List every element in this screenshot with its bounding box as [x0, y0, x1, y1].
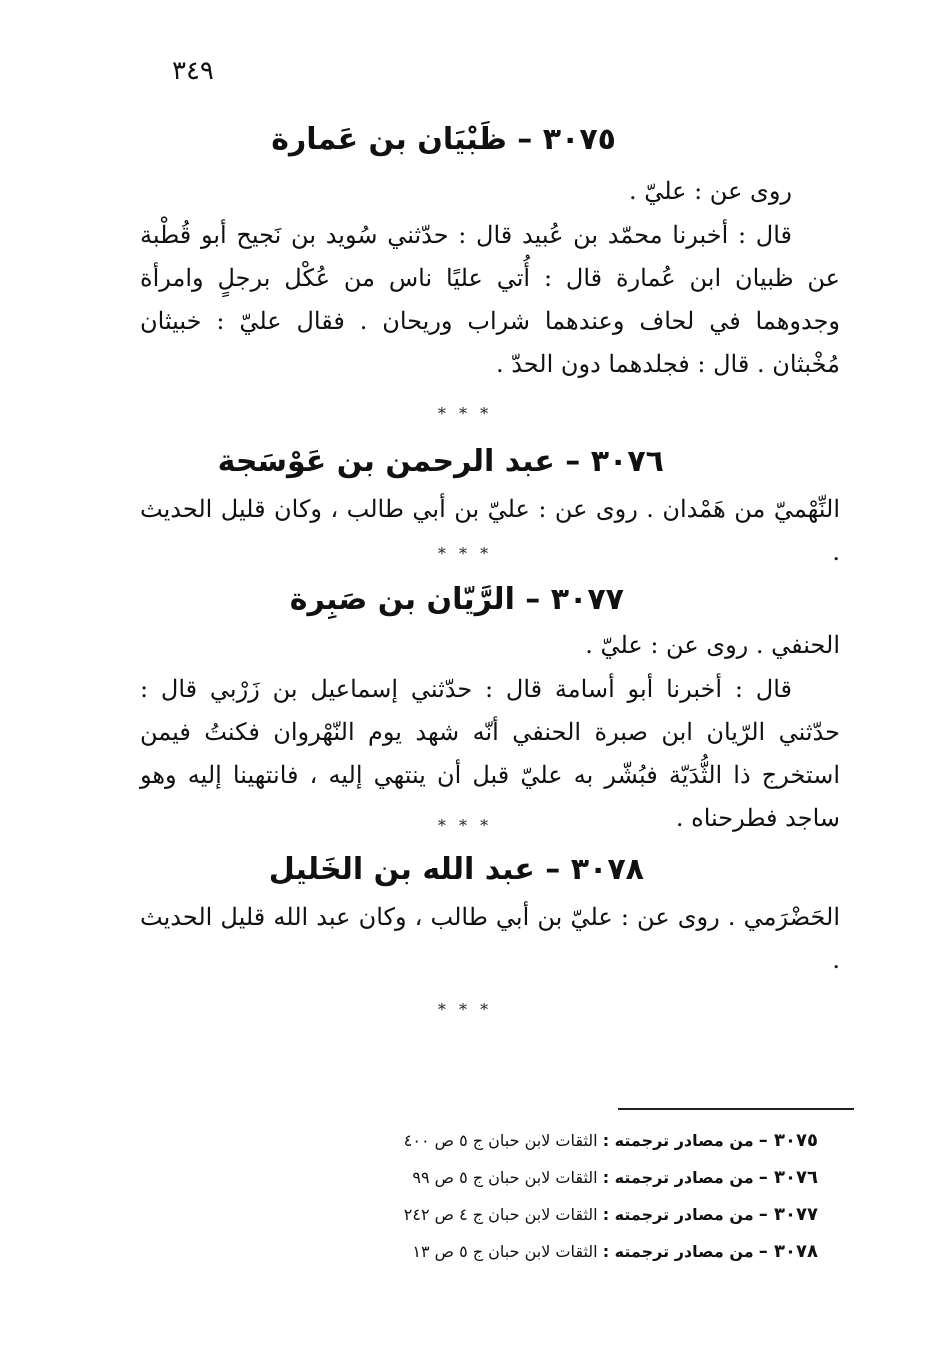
- section-separator: * * *: [437, 544, 493, 563]
- footnote-item: [300, 1159, 818, 1196]
- footnote-item: [300, 1196, 818, 1233]
- footnote-number: ٣٠٧٥ –: [758, 1130, 818, 1151]
- footnote-label: من مصادر ترجمته :: [602, 1205, 754, 1224]
- footnote-number: ٣٠٧٧ –: [758, 1204, 818, 1225]
- entry-paragraph: النِّهْميّ من هَمْدان . روى عن : عليّ بن أبي طالب ، وكان قليل الحديث .: [140, 495, 840, 566]
- page-number: ٣٤٩: [172, 56, 214, 86]
- entry-paragraph: قال : أخبرنا أبو أسامة قال : حدّثني إسماعيل بن زَرْبي قال : حدّثني الرّيان ابن صبرة الحنفي أنّه شهد يوم النّهْروان فكنتُ فيمن استخرج ذا الثُّدَيّة فبُشّر به عليّ قبل أن ينتهي إليه ، فانتهينا إليه وهو ساجد فطرحناه .: [140, 675, 840, 832]
- footnote-number: ٣٠٧٨ –: [758, 1241, 818, 1262]
- footnote-label: من مصادر ترجمته :: [602, 1242, 754, 1261]
- entry-title: ٣٠٧٥ – ظَبْيَان بن عَمارة: [271, 122, 616, 157]
- footnote-item: [300, 1233, 818, 1270]
- footnote-label: من مصادر ترجمته :: [602, 1168, 754, 1187]
- entry-paragraph: الحَضْرَمي . روى عن : عليّ بن أبي طالب ، وكان عبد الله قليل الحديث .: [140, 903, 840, 974]
- entry-paragraph: الحنفي . روى عن : عليّ .: [585, 631, 840, 659]
- section-separator: * * *: [437, 404, 493, 423]
- footnote-text: الثقات لابن حبان ج ٤ ص ٢٤٢: [403, 1205, 598, 1224]
- footnote-label: من مصادر ترجمته :: [602, 1131, 754, 1150]
- footnote-text: الثقات لابن حبان ج ٥ ص ٤٠٠: [403, 1131, 598, 1150]
- entry-paragraph: قال : أخبرنا محمّد بن عُبيد قال : حدّثني سُويد بن نَجيح أبو قُطْبة عن ظبيان ابن عُمارة قال : أُتي عليًا ناس من عُكْل برجلٍ وامرأة وجدوهما في لحاف وعندهما شراب وريحان . فقال عليّ : خبيثان مُخْبثان . قال : فجلدهما دون الحدّ .: [140, 221, 840, 378]
- footnotes: [300, 1122, 818, 1270]
- footnote-divider: [618, 1108, 854, 1110]
- section-separator: * * *: [437, 816, 493, 835]
- footnote-text: الثقات لابن حبان ج ٥ ص ٩٩: [412, 1168, 598, 1187]
- entry-title: ٣٠٧٦ – عبد الرحمن بن عَوْسَجة: [217, 444, 664, 479]
- entry-title: ٣٠٧٧ – الرَّيّان بن صَبِرة: [289, 582, 624, 617]
- footnote-item: [300, 1122, 818, 1159]
- entry-title: ٣٠٧٨ – عبد الله بن الخَليل: [268, 852, 644, 887]
- footnote-text: الثقات لابن حبان ج ٥ ص ١٣: [412, 1242, 598, 1261]
- footnote-number: ٣٠٧٦ –: [758, 1167, 818, 1188]
- section-separator: * * *: [437, 1000, 493, 1019]
- entry-paragraph: روى عن : عليّ .: [628, 177, 792, 205]
